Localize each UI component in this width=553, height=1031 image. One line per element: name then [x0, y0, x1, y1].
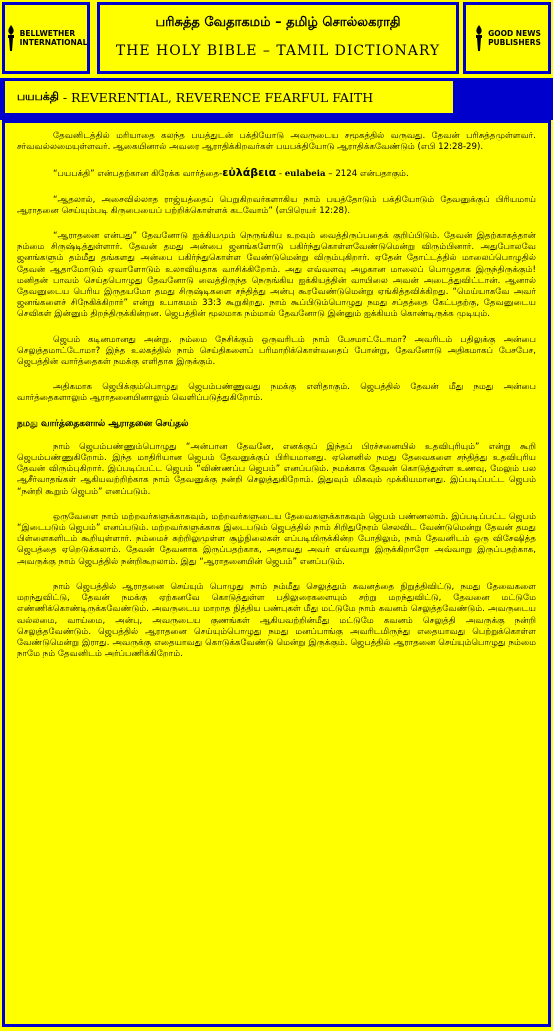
entry-tamil-word: பயபக்தி — [17, 89, 59, 103]
article-body — [2, 120, 551, 1027]
paragraph-9: நாம் ஜெபத்தில் ஆராதனை செய்யும் பொழுது நாம் நம்மீது செலுத்தும் கவனத்தை நிறுத்திவிட்டு, நமது தேவைகளை மறந்துவிட்டு, தேவன் நமக்கு ஏற்கனவே கொடுத்துள்ள பதிலுரைகளையும் சற்று மறந்துவிட்டு, தேவனை மட்டுமே எண்ணிக்கொண்டிருக்கவேண்டும். அவருடைய மாறாத நித்திய பண்புகள் மீது மட்டுமே நாம் கவனம் செலுத்தவேண்டும். அவருடைய வல்லமை, வாய்மை, அன்பு, அவருடைய குணங்கள் ஆகியவற்றின்மீது மட்டுமே கவனம் செலுத்தி அவருக்கு நன்றி செலுத்தவேண்டும். ஜெபத்தில் ஆராதனை செய்யும்பொழுது நமது மனப்பாங்கு அவரிடமிருந்து எதையாவது பெற்றுக்கொள்ள வேண்டுமென்று இராது. அவருக்கு எதையாவது கொடுக்கவேண்டு மென்று இருக்கும். ஜெபத்தில் ஆராதனை செய்யும்பொழுது நம்மை நாமே நம் தேவனிடம் அர்ப்பணிக்கிறோம். — [17, 581, 537, 660]
greek-word-sep: - — [276, 169, 285, 180]
title-box — [97, 2, 459, 74]
bellwether-logo — [2, 2, 90, 74]
section-heading: நமது வார்த்தைகளால் ஆராதனை செய்தல் — [17, 418, 189, 429]
paragraph-3: “ஆதலால், அசைவில்லாத ராஜ்யத்தைப் பெறுகிறவர்களாகிய நாம் பயத்தோடும் பக்தியோடும் தேவனுக்குப் பிரியமாய் ஆராதனை செய்யும்படி கிருபையைப் பற்றிக்கொள்ளக் கடவோம்” (எபிரெயர் 12:28). — [17, 194, 536, 216]
torch-icon — [5, 25, 17, 51]
logo-right-line1: GOOD NEWS — [488, 29, 541, 38]
header — [0, 0, 553, 78]
paragraph-6: அதிகமாக ஜெபிக்கும்பொழுது ஜெபம்பண்ணுவது நமக்கு எளிதாகும். ஜெபத்தில் தேவன் மீது நமது அன்பை வார்த்தைகளாலும் ஆராதனையினாலும் வெளிப்படுத்துகிறோம். — [17, 382, 536, 404]
title-english: THE HOLY BIBLE – TAMIL DICTIONARY — [115, 43, 441, 59]
strongs-number: – 2124 என்பதாகும். — [325, 169, 409, 180]
title-tamil: பரிசுத்த வேதாகமம் – தமிழ் சொல்லகராதி — [155, 15, 401, 30]
paragraph-2 — [17, 167, 536, 180]
entry-english-meaning: - REVERENTIAL, REVERENCE FEARFUL FAITH — [62, 89, 374, 105]
transliteration: eulabeia — [284, 169, 326, 180]
logo-left-line1: BELLWETHER — [19, 29, 76, 38]
logo-right-line2: PUBLISHERS — [488, 38, 541, 47]
paragraph-5: ஜெபம் கடினமானது அன்று. நம்மை நேசிக்கும் ஒருவரிடம் நாம் பேசமாட்டோமா? அவரிடம் பதிலுக்கு அன்பை செலுத்தமாட்டோமா? இந்த உலகத்தில் நாம் செய்திகளைப் பரிமாறிக்கொள்வதைப் போன்று, தேவனோடு அதிகமாகப் பேசபேச, ஜெபத்தின் வார்த்தைகள் நமக்கு எளிதாக இருக்கும். — [17, 334, 536, 368]
greek-word: εὐλάβεια — [222, 166, 277, 180]
good-news-logo — [463, 2, 551, 74]
greek-word-intro: “பயபக்தி” என்பதற்கான கிரேக்க வார்த்தை- — [53, 169, 223, 180]
torch-icon — [473, 25, 485, 51]
paragraph-4: “ஆராதனை என்பது” தேவனோடு ஐக்கியமும் நெருங்கிய உறவும் வைத்திருப்பதைக் குறிப்பிடும். தேவன் இதற்காகத்தான் நம்மை சிருஷ்டித்துள்ளார். தேவன் தமது அன்பை ஜனங்களோடு பகிர்ந்துகொள்ளவேண்டுமென்று விரும்பினார். அதுபோலவே ஜனங்களும் தம்மீது தங்களது அன்பை பகிர்ந்துகொள்ள வேண்டுமென்று விரும்புகிறார். ஏதேன் தோட்டத்தில் மாலைப்பொழுதில் தேவன் ஆதாமோடும் ஏவாளோடும் உலாவியதாக வாசிக்கிறோம். அது எவ்வளவு அழகான மாலைப் பொழுதாக இருந்திருக்கும்! மனிதன் பாவம் செய்தபொழுது தேவனோடு வைத்திருந்த நெருங்கிய ஐக்கியத்தின் வாயிலை அவன் அடைத்துவிட்டான். ஆனால் தேவனுடைய பெரிய இருதயமோ தமது சிருஷ்டிகளை சந்தித்து அன்பு கூரவேண்டுமென்று ஏங்கித்தவிக்கிறது. “மெய்யாகவே அவர் ஜனங்களைச் சிநேகிக்கிறார்” என்று உபாகமம் 33:3 கூறுகிறது. நாம் கூப்பிடும்பொழுது நமது சப்தத்தை கேட்பதற்கு, தேவனுடைய செவிகள் இன்னும் திறந்திருக்கின்றன. ஜெபத்தின் மூலமாக நம்மால் தேவனோடு இன்னும் ஐக்கியம் கொண்டிருக்க முடியும். — [17, 231, 536, 320]
paragraph-7: நாம் ஜெபம்பண்ணும்பொழுது “அன்பான தேவனே, எனக்குப் இந்தப் பிரச்சனையில் உதவிபுரியும்” என்று கூறி ஜெபம்பண்ணுகிறோம். இந்த மாதிரியான ஜெபம் தேவனுக்குப் பிரியமானது. ஏனெனில் நமது தேவைகளை சந்தித்து உதவிபுரிய தேவன் விரும்புகிறார். இப்படிப்பட்ட ஜெபம் “விண்ணப்ப ஜெபம்” எனப்படும். நமக்காக தேவன் கொடுத்துள்ள உணவு, மேலும் பல ஆசீர்வாதங்கள் ஆகியவற்றிற்காக நாம் தேவனுக்கு நன்றி செலுத்துகிறோம். இதுவும் மிகவும் முக்கியமானது. இப்படிப்பட்ட ஜெபம் “நன்றி கூறும் ஜெபம்” எனப்படும். — [17, 441, 536, 497]
logo-left-line2: INTERNATIONAL — [19, 38, 88, 47]
entry-word-box — [2, 78, 456, 116]
paragraph-1: தேவனிடத்தில் மரியாதை கலந்த பயத்துடன் பக்தியோடு அவருடைய சமூகத்தில் வருவது. தேவன் பரிசுத்தமுள்ளவர். சர்வவல்லமையுள்ளவர். ஆகையினால் அவரை ஆராதிக்கிறவர்கள் பயபக்தியோடு ஆராதிக்கவேண்டும் (எபி 12:28-29). — [17, 131, 536, 153]
paragraph-8: ஒருவேளை நாம் மற்றவர்களுக்காகவும், மற்றவர்களுடைய தேவைகளுக்காகவும் ஜெபம் பண்ணலாம். இப்படிப்பட்ட ஜெபம் “இடைபடும் ஜெபம்” எனப்படும். மற்றவர்களுக்காக இடைபடும் ஜெபத்தில் நாம் சிறிதுநேரம் செலவிட வேண்டுமென்று தேவன் தமது பிள்ளைகளிடம் கூறியுள்ளார். நம்மைச் சுற்றிலுமுள்ள சூழ்நிலைகள் எப்படியிருக்கின்ற போதிலும், நாம் தேவனிடம் ஒரு விசேஷித்த ஜெபத்தை ஏறெடுக்கலாம். தேவன் தேவனாக இருப்பதற்காக, அதாவது அவர் எவ்வாறு இருக்கிறாரோ அவ்வாறு இருப்பதற்காக, அவருக்கு நாம் ஜெபத்தில் நன்றிகூறலாம். இது “ஆராதனையின் ஜெபம்” எனப்படும். — [17, 511, 536, 567]
